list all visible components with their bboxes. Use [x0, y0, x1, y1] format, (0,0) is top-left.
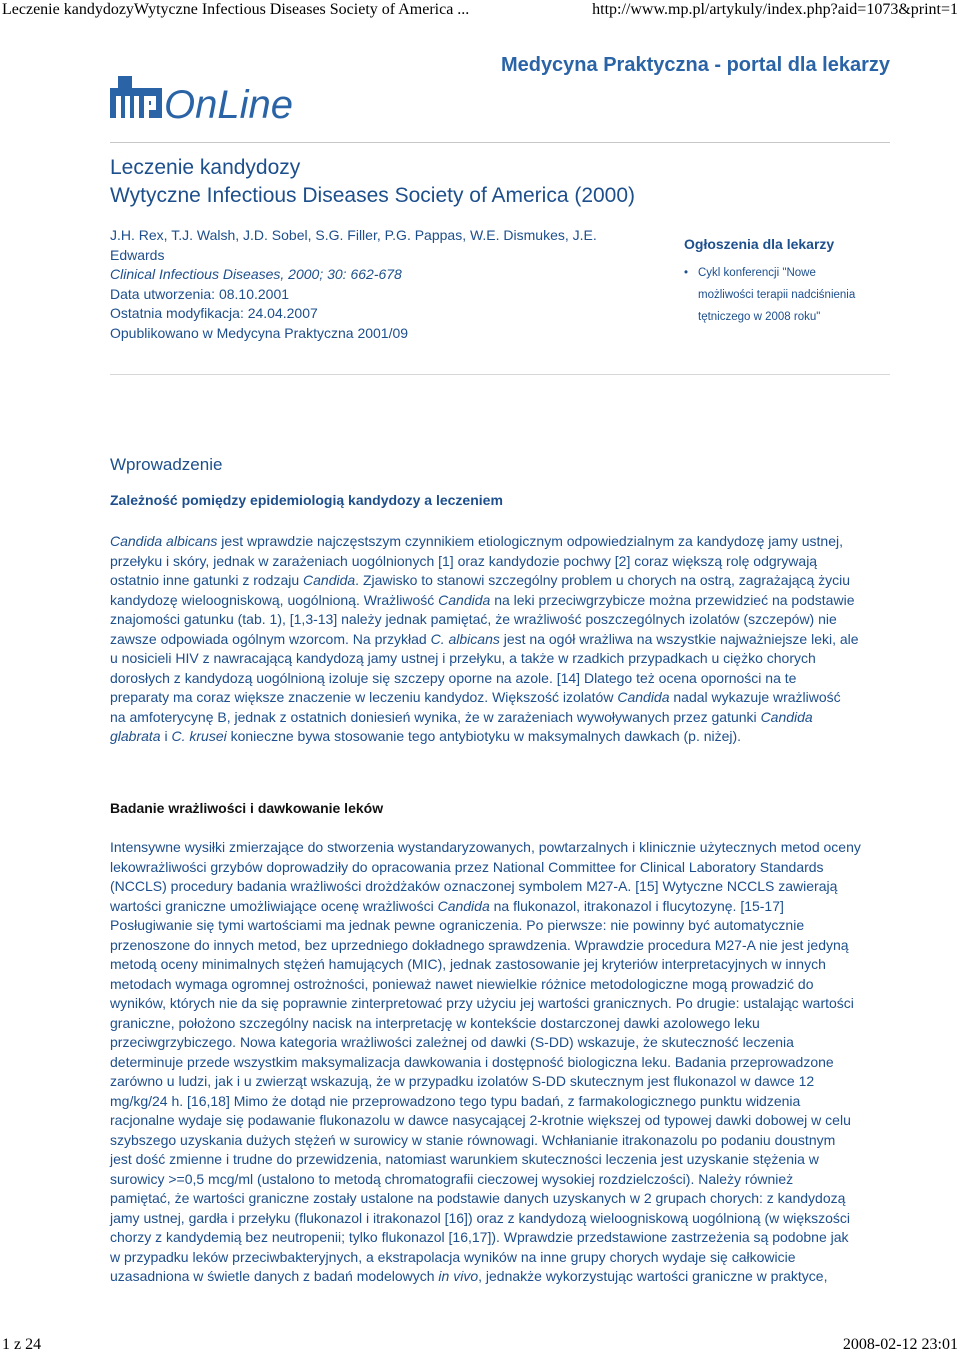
text-line: przełyku i skóry, jednak w zarażeniach uogólnionych [1] oraz kandydozie pochwy [2] coraz większą rolę odgrywają	[110, 552, 818, 569]
logo-graphic	[110, 74, 310, 126]
paragraph-susceptibility	[110, 838, 890, 1287]
print-timestamp: 2008-02-12 23:01	[842, 1336, 958, 1353]
ad-item[interactable]	[684, 262, 894, 328]
modified-date: Ostatnia modyfikacja: 24.04.2007	[110, 305, 318, 321]
section-divider	[110, 374, 890, 375]
text-line: preparaty ma coraz większe znaczenie w leczeniu kandydoz. Większość izolatów Candida nadal wykazuje wrażliwość	[110, 689, 841, 705]
text-line: przeciwgrzybiczego. Nowa kategoria wrażliwości zależnej od dawki (S-DD) wskazuje, że skuteczność leczenia	[110, 1034, 794, 1050]
text-line: Intensywne wysiłki zmierzające do stworzenia wystandaryzowanych, powtarzalnych i klinicznie użytecznych metod oceny	[110, 839, 861, 855]
print-header	[0, 0, 960, 22]
text-line: chorzy z kandydemią bez neutropenii; tylko flukonazol [16,17]). Wprawdzie przedstawione zastrzeżenia są podobne jak	[110, 1229, 849, 1245]
text-line: metodach wymaga ogromnej ostrożności, ponieważ nawet niewielkie różnice metodologiczne mogą prowadzić do	[110, 975, 814, 992]
print-footer	[0, 1336, 960, 1354]
text-line: determinuje przede wszystkim maksymalizacja dawkowania i dostępność biologiczna leku. Badania przeprowadzone	[110, 1053, 834, 1070]
text-line: u nosicieli HIV z nawracającą kandydozą jamy ustnej i przełyku, a także w rzadkich przypadkach u ciężko chorych	[110, 650, 816, 666]
text-line: ostatnio inne gatunki z rodzaju Candida. Zjawisko to stanowi szczególny problem u chorych na ostrą, zagrażającą życiu	[110, 572, 851, 588]
bullet-icon: •	[684, 267, 689, 279]
print-header-title: Leczenie kandydozyWytyczne Infectious Diseases Society of America ...	[2, 1, 470, 18]
created-date: Data utworzenia: 08.10.2001	[110, 285, 290, 302]
subsection-heading-epidemiology: Zależność pomiędzy epidemiologią kandydozy a leczeniem	[110, 492, 503, 508]
text-line: wartości graniczne umożliwiające ocenę wrażliwości Candida na flukonazol, itrakonazol i flucytozynę. [15-17]	[110, 897, 784, 914]
paragraph-epidemiology	[110, 532, 890, 747]
authors-line2: Edwards	[110, 246, 165, 263]
article-title	[110, 154, 670, 210]
text-line: dorosłych z kandydozą uogólnioną izoluje się szczepy oporne na azole. [14] Dlatego też ocena oporności na te	[110, 669, 797, 686]
text-line: uzasadniona w świetle danych z badań modelowych in vivo, jednakże wykorzystując wartości graniczne w praktyce,	[110, 1268, 828, 1284]
text-line: w przypadku leków przeciwbakteryjnych, a ekstrapolacja wyników na inne grupy chorych wydaje się całkowicie	[110, 1248, 796, 1265]
text-line: szybszego uzyskania dużych stężeń w surowicy w stanie równowagi. Wchłanianie itrakonazolu po podaniu doustnym	[110, 1131, 836, 1148]
article-title-line2: Wytyczne Infectious Diseases Society of America (2000)	[110, 184, 636, 207]
mp-online-logo[interactable]	[110, 74, 310, 126]
text-line: przenoszone do innych metod, bez uprzedniego dokładnego sprawdzenia. Wprawdzie procedura M27-A nie jest jedyną	[110, 936, 849, 953]
text-line: na amfoterycynę B, jednak z ostatnich doniesień wynika, że w zarażeniach wywoływanych przez gatunki Candida	[110, 708, 813, 725]
text-line: znajomości gatunku (tab. 1), [1,3-13] należy jednak pamiętać, że wrażliwość poszczególnych izolatów (szczepów) nie	[110, 611, 837, 627]
page-counter: 1 z 24	[2, 1336, 42, 1353]
text-line: jest dość zmienne i trudne do przewidzenia, natomiast warunkiem skuteczności leczenia jest uzyskanie stężenia w	[110, 1151, 819, 1167]
text-line: zarówno u ludzi, jak i u zwierząt wskazują, że w przypadku izolatów S-DD skutecznym jest flukonazol w dawce 12	[110, 1073, 815, 1089]
text-line: pamiętać, że wartości graniczne zostały ustalone na podstawie danych uzyskanych w 2 grupach chorych: z kandydozą	[110, 1190, 846, 1206]
text-line: metodą oceny minimalnych stężeń hamujących (MIC), jednak zastosowanie jej kryteriów interpretacyjnych w innych	[110, 956, 826, 972]
text-line: racjonalne wydaje się podawanie flukonazolu w dawce nasycającej 2-krotnie większej od typowej dawki dobowej w celu	[110, 1112, 851, 1128]
journal-citation: Clinical Infectious Diseases, 2000; 30: 662-678	[110, 266, 402, 282]
subsection-heading-susceptibility: Badanie wrażliwości i dawkowanie leków	[110, 800, 384, 816]
ads-box	[684, 236, 894, 328]
text-line: mg/kg/24 h. [16,18] Mimo że dotąd nie przeprowadzono tego typu badań, z farmakologicznego punktu widzenia	[110, 1092, 801, 1109]
text-line: Posługiwanie się tymi wartościami ma jednak pewne ograniczenia. Po pierwsze: nie powinny być automatycznie	[110, 917, 805, 933]
text-line: Candida albicans jest wprawdzie najczęstszym czynnikiem etiologicznym odpowiedzialnym za kandydozę jamy ustnej,	[110, 533, 844, 549]
text-line: surowicy >=0,5 mcg/ml (ustalono to metodą chromatografii cieczowej wysokiej rozdzielczości). Należy również	[110, 1170, 794, 1187]
text-line: zawsze odpowiada ogólnym wzorcom. Na przykład C. albicans jest na ogół wrażliwa na wszystkie najważniejsze leki, ale	[110, 630, 859, 647]
text-line: wyników, których nie da się poprawnie zinterpretować przy użyciu jej wartości granicznych. Po drugie: ustalając wartości	[110, 995, 854, 1011]
authors	[110, 226, 597, 265]
svg-text:OnLine: OnLine	[164, 83, 293, 126]
text-line: glabrata i C. krusei konieczne bywa stosowanie tego antybiotyku w maksymalnych dawkach (p. niżej).	[110, 728, 742, 744]
text-line: lekowrażliwości grzybów doprowadziły do opracowania przez National Committee for Clinical Laboratory Standards	[110, 858, 824, 875]
portal-title[interactable]: Medycyna Praktyczna - portal dla lekarzy	[500, 54, 890, 76]
print-header-url: http://www.mp.pl/artykuly/index.php?aid=1073&print=1	[592, 1, 958, 18]
text-line: kandydozę wieloogniskową, uogólnioną. Wrażliwość Candida na leki przeciwgrzybicze można przewidzieć na podstawie	[110, 591, 855, 608]
section-heading: Wprowadzenie	[110, 455, 223, 474]
ad-item-line2: możliwości terapii nadciśnienia	[698, 289, 856, 301]
ads-heading: Ogłoszenia dla lekarzy	[684, 236, 835, 252]
authors-line1: J.H. Rex, T.J. Walsh, J.D. Sobel, S.G. Filler, P.G. Pappas, W.E. Dismukes, J.E.	[110, 227, 597, 243]
header-divider	[110, 142, 890, 143]
text-line: (NCCLS) procedury badania wrażliwości drożdżaków oznaczonej symbolem M27-A. [15] Wytyczne NCCLS zawierają	[110, 878, 838, 894]
article-meta	[110, 226, 597, 343]
published-in: Opublikowano w Medycyna Praktyczna 2001/09	[110, 324, 409, 341]
ad-item-line3: tętniczego w 2008 roku"	[698, 311, 821, 323]
text-line: graniczne, położono szczególny nacisk na interpretację w kontekście dostarczonej dawki azolowego leku	[110, 1014, 760, 1031]
text-line: jamy ustnej, gardła i przełyku (flukonazol i itrakonazol [16]) oraz z kandydozą wieloogniskową uogólnioną (w większości	[110, 1209, 851, 1226]
article-title-line1: Leczenie kandydozy	[110, 156, 301, 179]
ad-item-line1: Cykl konferencji "Nowe	[698, 267, 816, 279]
